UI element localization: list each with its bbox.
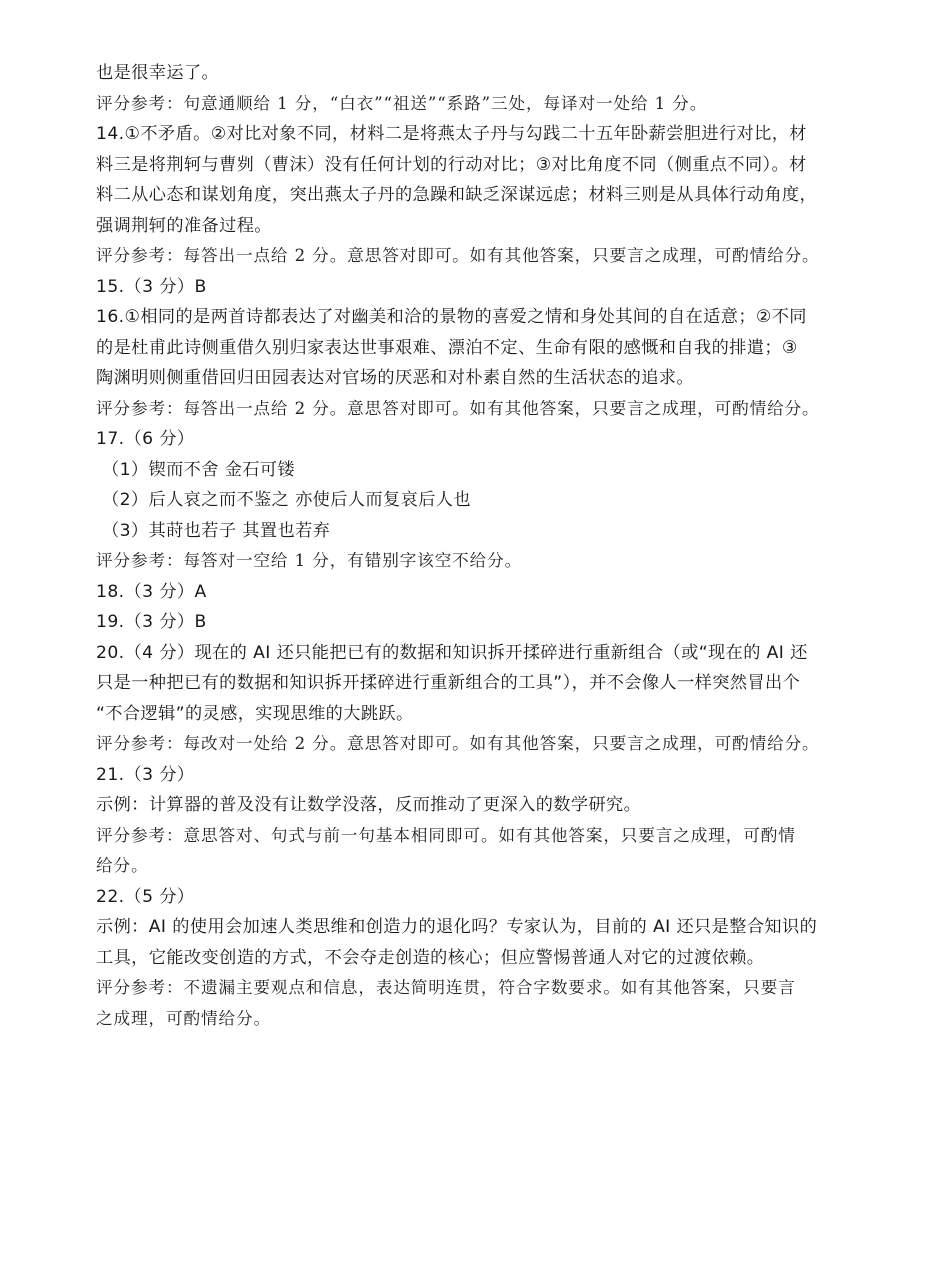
- scoring-note: 之成理，可酌情给分。: [96, 1008, 271, 1028]
- answer-line: 16.①相同的是两首诗都表达了对幽美和洽的景物的喜爱之情和身处其间的自在适意；②不同: [96, 307, 807, 327]
- answer-line: 21.（3 分）: [96, 764, 195, 785]
- answer-item: （2）后人哀之而不鉴之 亦使后人而复哀后人也: [102, 490, 471, 510]
- answer-line: 17.（6 分）: [96, 429, 195, 449]
- answer-item: （1）锲而不舍 金石可镂: [102, 459, 296, 480]
- answer-line: 20.（4 分）现在的 AI 还只能把已有的数据和知识拆开揉碎进行重新组合（或“现在的 AI 还: [96, 642, 808, 663]
- answer-line: 料二从心态和谋划角度，突出燕太子丹的急躁和缺乏深谋远虑；材料三则是从具体行动角度，: [96, 185, 818, 205]
- answer-line: 只是一种把已有的数据和知识拆开揉碎进行重新组合的工具”），并不会像人一样突然冒出个: [96, 673, 801, 693]
- scoring-note: 评分参考：不遗漏主要观点和信息，表达简明连贯，符合字数要求。如有其他答案，只要言: [96, 978, 796, 997]
- scoring-note: 评分参考：意思答对、句式与前一句基本相同即可。如有其他答案，只要言之成理，可酌情: [96, 825, 796, 845]
- answer-line: 示例：计算器的普及没有让数学没落，反而推动了更深入的数学研究。: [96, 795, 642, 815]
- answer-line: 的是杜甫此诗侧重借久别归家表达世事艰难、漂泊不定、生命有限的感慨和自我的排遣；③: [96, 337, 798, 358]
- scoring-note: 评分参考：每答出一点给 2 分。意思答对即可。如有其他答案，只要言之成理，可酌情给分。: [96, 246, 820, 265]
- scoring-note: 评分参考：句意通顺给 1 分，“白衣”“祖送”“系路”三处，每译对一处给 1 分。: [96, 93, 708, 113]
- answer-line: 18.（3 分）A: [96, 581, 207, 602]
- answer-line: 15.（3 分）B: [96, 276, 207, 297]
- answer-line: 工具，它能改变创造的方式，不会夺走创造的核心；但应警惕普通人对它的过渡依赖。: [96, 947, 765, 968]
- answer-item: （3）其莳也若子 其置也若弃: [102, 520, 331, 541]
- answer-line: 也是很幸运了。: [96, 63, 220, 83]
- scoring-note: 评分参考：每答出一点给 2 分。意思答对即可。如有其他答案，只要言之成理，可酌情给分。: [96, 398, 820, 418]
- scoring-note: 评分参考：每答对一空给 1 分，有错别字该空不给分。: [96, 551, 523, 570]
- answer-line: 19.（3 分）B: [96, 612, 207, 632]
- answer-line: 料三是将荆轲与曹刿（曹沫）没有任何计划的行动对比；③对比角度不同（侧重点不同）。材: [96, 154, 807, 175]
- answer-document: [96, 58, 886, 1034]
- answer-line: 示例：AI 的使用会加速人类思维和创造力的退化吗？专家认为，目前的 AI 还只是整合知识的: [96, 917, 818, 937]
- answer-line: “不合逻辑”的灵感，实现思维的大跳跃。: [96, 703, 414, 724]
- answer-line: 14.①不矛盾。②对比对象不同，材料二是将燕太子丹与勾践二十五年卧薪尝胆进行对比，材: [96, 124, 807, 144]
- answer-line: 陶渊明则侧重借回归田园表达对官场的厌恶和对朴素自然的生活状态的追求。: [96, 368, 694, 388]
- answer-line: 强调荆轲的准备过程。: [96, 215, 272, 236]
- scoring-note: 评分参考：每改对一处给 2 分。意思答对即可。如有其他答案，只要言之成理，可酌情给分。: [96, 734, 820, 753]
- scoring-note: 给分。: [96, 856, 149, 875]
- answer-line: 22.（5 分）: [96, 886, 195, 907]
